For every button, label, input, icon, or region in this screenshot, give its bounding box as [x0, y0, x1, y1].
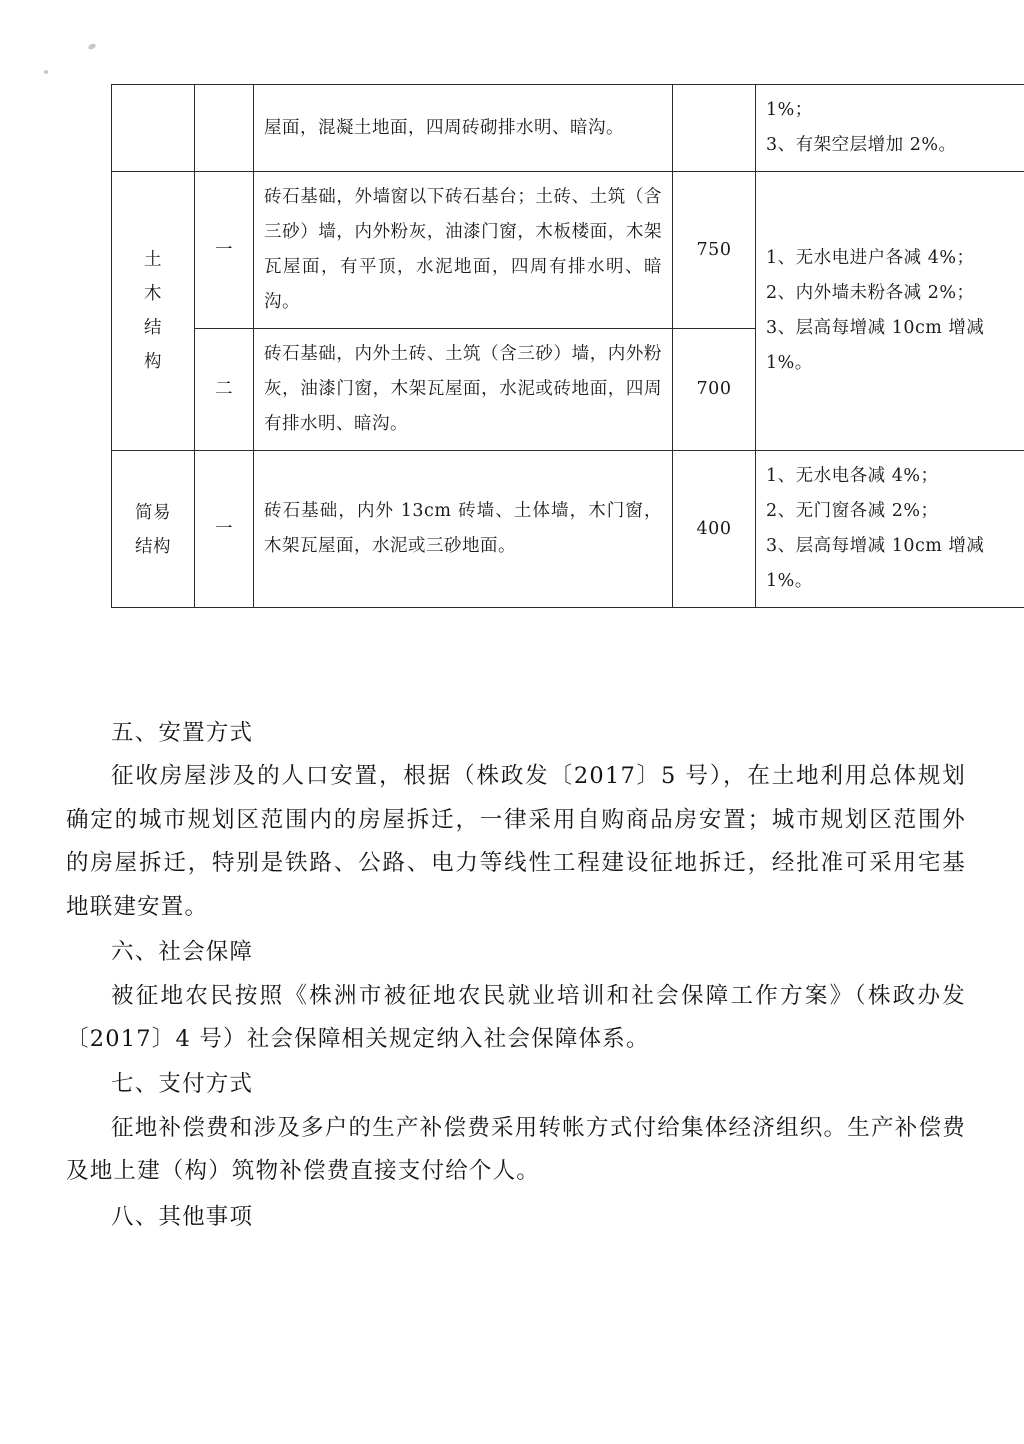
- row-category: [112, 85, 195, 172]
- section-heading-6: 六、社会保障: [111, 939, 254, 966]
- row-price: 400: [673, 451, 756, 608]
- row-category: [112, 172, 195, 451]
- section-heading-8: 八、其他事项: [111, 1203, 254, 1230]
- table-row: [112, 85, 1024, 172]
- section-paragraph-6-1: 被征地农民按照《株洲市被征地农民就业培训和社会保障工作方案》（株政办发〔2017〕4 号）社会保障相关规定纳入社会保障体系。: [66, 982, 966, 1052]
- section-heading-7: 七、支付方式: [111, 1071, 254, 1098]
- compensation-table-wrapper: [111, 84, 985, 608]
- row-description: 砖石基础，外墙窗以下砖石基台；土砖、土筑（含三砂）墙，内外粉灰，油漆门窗，木板楼面，木架瓦屋面，有平顶，水泥地面，四周有排水明、暗沟。: [254, 172, 673, 329]
- row-level: 一: [195, 451, 254, 608]
- scan-speck-icon: [44, 70, 48, 74]
- note-line: 3、层高每增减 10cm 增减 1%。: [766, 318, 985, 373]
- row-category: [112, 451, 195, 608]
- row-price: 750: [673, 172, 756, 329]
- table-row: [112, 451, 1024, 608]
- document-body: [66, 712, 966, 1239]
- note-line: 1%；: [766, 100, 813, 120]
- row-level: 一: [195, 172, 254, 329]
- note-line: 3、层高每增减 10cm 增减 1%。: [766, 536, 985, 591]
- row-price: [673, 85, 756, 172]
- note-line: 2、无门窗各减 2%；: [766, 501, 939, 521]
- row-notes: [756, 172, 1024, 451]
- row-level: [195, 85, 254, 172]
- row-notes: [756, 85, 1024, 172]
- category-vertical-text: 简易 结构: [135, 502, 171, 557]
- section-heading-5: 五、安置方式: [111, 720, 254, 746]
- compensation-table: [111, 84, 1024, 608]
- scan-speck-icon: [87, 43, 96, 51]
- category-vertical-text: 土 木 结 构: [144, 249, 162, 373]
- section-paragraph-5-1: 征收房屋涉及的人口安置，根据（株政发〔2017〕5 号），在土地利用总体规划确定的城市规划区范围内的房屋拆迁，一律采用自购商品房安置；城市规划区范围外的房屋拆迁，特别是铁路、公路、电力等线性工程建设征地拆迁，经批准可采用宅基地联建安置。: [66, 763, 966, 920]
- row-description: 砖石基础，内外土砖、土筑（含三砂）墙，内外粉灰，油漆门窗，木架瓦屋面，水泥或砖地面，四周有排水明、暗沟。: [254, 329, 673, 451]
- row-price: 700: [673, 329, 756, 451]
- note-line: 3、有架空层增加 2%。: [766, 135, 957, 155]
- row-description: 砖石基础，内外 13cm 砖墙、土体墙，木门窗，木架瓦屋面，水泥或三砂地面。: [254, 451, 673, 608]
- row-level: 二: [195, 329, 254, 451]
- section-paragraph-7-1: 征地补偿费和涉及多户的生产补偿费采用转帐方式付给集体经济组织。生产补偿费及地上建（构）筑物补偿费直接支付给个人。: [66, 1114, 966, 1185]
- row-description: 屋面，混凝土地面，四周砖砌排水明、暗沟。: [254, 85, 673, 172]
- note-line: 2、内外墙未粉各减 2%；: [766, 283, 975, 303]
- table-row: [112, 172, 1024, 329]
- note-line: 1、无水电各减 4%；: [766, 466, 939, 486]
- note-line: 1、无水电进户各减 4%；: [766, 248, 975, 268]
- row-notes: [756, 451, 1024, 608]
